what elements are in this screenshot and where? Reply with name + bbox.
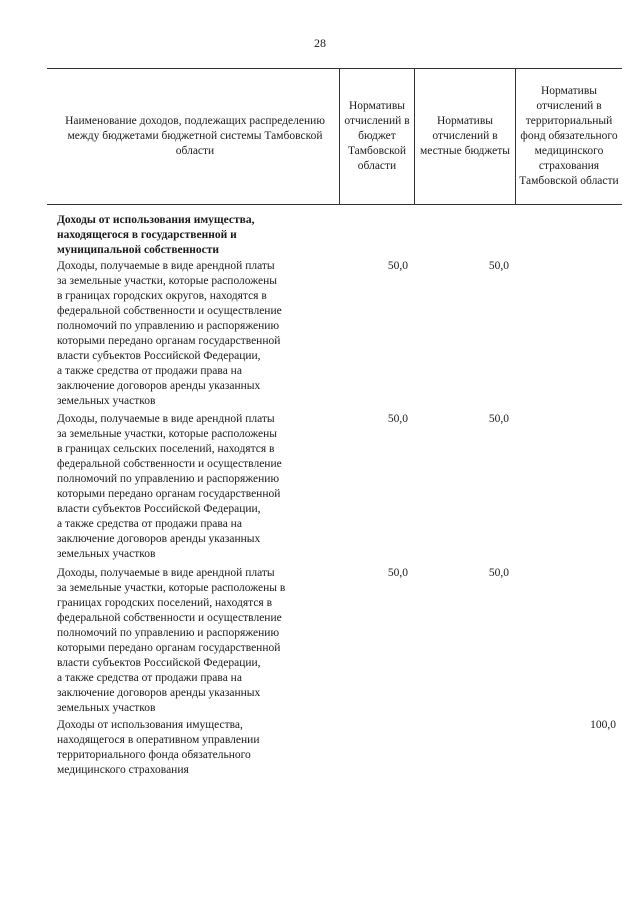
section-title: Доходы от использования имущества, находящегося в государственной и муниципальной собственности	[57, 214, 255, 256]
header-regional-budget: Нормативы отчислений в бюджет Тамбовской области	[344, 100, 410, 172]
row-local-value: 50,0	[488, 567, 509, 579]
table-row-income-text: Доходы, получаемые в виде арендной платы за земельные участки, которые расположены в границах сельских поселений, находятся в федеральной собственности и осуществление полномочий по управлению и распоряжению которыми передано органам государственной власти субъектов Российской Федерации, а также средства от продажи права на заключение договоров аренды указанных земельных участков	[57, 413, 282, 560]
table-row-income-text: Доходы, получаемые в виде арендной платы за земельные участки, которые расположены в границах городских округов, находятся в федеральной собственности и осуществление полномочий по управлению и распоряжению которыми передано органам государственной власти субъектов Российской Федерации, а также средства от продажи права на заключение договоров аренды указанных земельных участков	[57, 260, 282, 407]
table-row-income-text: Доходы, получаемые в виде арендной платы за земельные участки, которые расположены в границах городских поселений, находятся в федеральной собственности и осуществление полномочий по управлению и распоряжению которыми передано органам государственной власти субъектов Российской Федерации, а также средства от продажи права на заключение договоров аренды указанных земельных участков	[57, 567, 286, 714]
row-regional-value: 50,0	[387, 413, 408, 425]
row-local-value: 50,0	[488, 413, 509, 425]
row-local-value: 50,0	[488, 260, 509, 272]
header-local-budgets: Нормативы отчислений в местные бюджеты	[419, 115, 511, 157]
header-medical-fund: Нормативы отчислений в территориальный фонд обязательного медицинского страхования Тамбовской области	[519, 85, 619, 187]
row-regional-value: 50,0	[387, 567, 408, 579]
table-row-income-text: Доходы от использования имущества, находящегося в оперативном управлении территориального фонда обязательного медицинского страхования	[57, 719, 260, 776]
page-number: 28	[314, 36, 326, 50]
row-fund-value: 100,0	[590, 719, 616, 731]
row-regional-value: 50,0	[387, 260, 408, 272]
header-income-name: Наименование доходов, подлежащих распределению между бюджетами бюджетной системы Тамбовской области	[65, 115, 325, 157]
